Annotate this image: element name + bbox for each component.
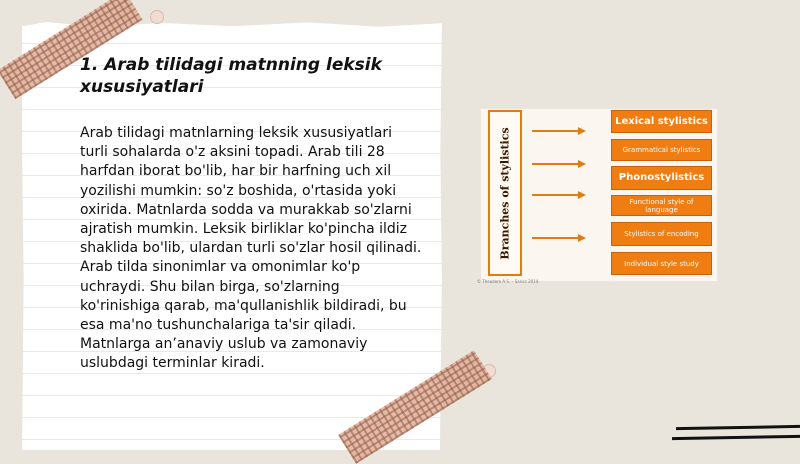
branch-stylistics-of-encoding: Stylistics of encoding (611, 222, 712, 246)
arrow-icon (532, 126, 586, 136)
diagram-root-label: Branches of stylistics (498, 126, 512, 260)
branch-phonostylistics: Phonostylistics (611, 166, 712, 190)
diagram-root-box (488, 110, 522, 276)
decorative-line (672, 435, 800, 440)
arrow-icon (532, 233, 586, 243)
diagram-caption: © Theodore A.S. – Saricc 2014. (477, 279, 540, 284)
branch-grammatical-stylistics: Grammatical stylistics (611, 139, 712, 161)
branch-lexical-stylistics: Lexical stylistics (611, 110, 712, 133)
section-heading: 1. Arab tilidagi matnning leksik xususiyatlari (80, 55, 382, 97)
arrow-icon (532, 159, 586, 169)
branch-individual-style-study: Individual style study (611, 252, 712, 275)
branch-functional-style: Functional style of language (611, 195, 712, 216)
decorative-line (676, 425, 800, 430)
body-paragraph: Arab tilidagi matnlarning leksik xususiyatlari turli sohalarda o'z aksini topadi. Arab tili 28 harfdan iborat bo'lib, har bir harfning uch xil yozilishi mumkin: so'z boshida, o'rtasida yoki oxirida. Matnlarda sodda va murakkab so'zlarni ajratish mumkin. Leksik birliklar ko'pincha ildiz shaklida bo'lib, ulardan turli so'zlar hosil qilinadi. Arab tilda sinonimlar va omonimlar ko'p uchraydi. Shu bilan birga, so'zlarning ko'rinishiga qarab, ma'qullanishlik bildiradi, bu esa ma'no tushunchalariga ta'sir qiladi. Matnlarga an’anaviy uslub va zamonaviy uslubdagi terminlar kiradi. (80, 125, 422, 372)
arrow-icon (532, 190, 586, 200)
pin-dot (150, 10, 164, 24)
